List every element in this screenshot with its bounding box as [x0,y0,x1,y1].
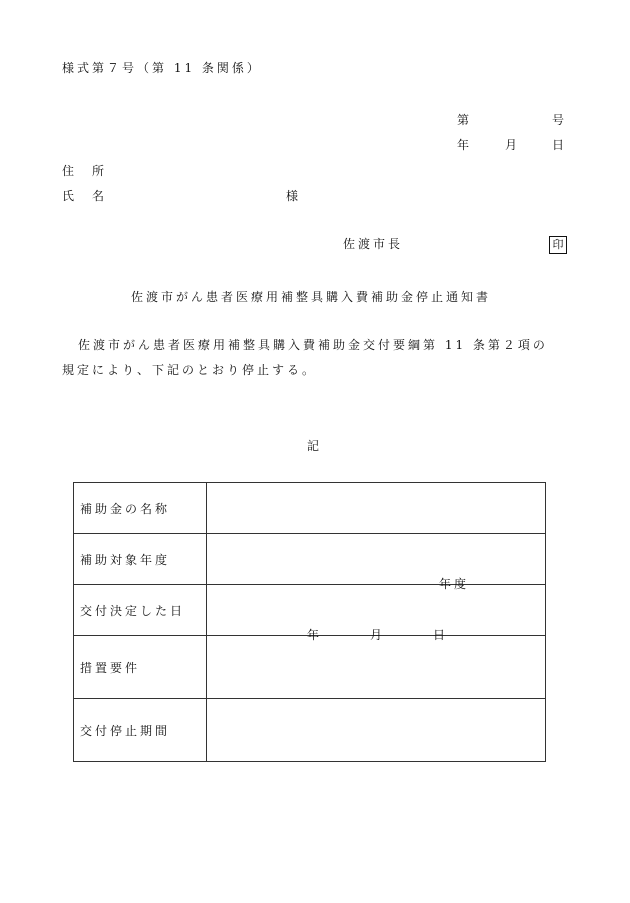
row-label: 補助金の名称 [74,483,207,534]
honorific: 様 [286,189,302,203]
decision-year: 年 [307,628,323,642]
body-line-1: 佐渡市がん患者医療用補整具購入費補助金交付要綱第 11 条第２項の [78,338,548,352]
ki-heading: 記 [307,439,323,453]
doc-number-prefix: 第 [457,113,473,127]
address-label: 住 所 [62,164,108,178]
row-value [207,585,546,642]
seal-mark: 印 [549,236,567,254]
date-month: 月 [505,138,521,152]
date-day: 日 [552,138,568,152]
decision-month: 月 [370,628,386,642]
body-line-2: 規定により、下記のとおり停止する。 [62,363,318,377]
row-label: 交付停止期間 [74,699,207,762]
row-label: 交付決定した日 [74,585,207,636]
name-label: 氏 名 [62,189,108,203]
row-label: 措置要件 [74,636,207,699]
row-value [207,636,546,699]
date-year: 年 [457,138,473,152]
issuer-title: 佐渡市長 [343,237,404,251]
table-row [74,483,546,534]
table-row [74,636,546,699]
doc-number-suffix: 号 [552,113,568,127]
details-table [73,482,546,762]
form-number: 様式第７号（第 11 条関係） [62,61,262,75]
table-row [74,534,546,585]
fiscal-year-suffix: 年度 [439,577,470,591]
row-value [207,483,546,534]
row-value [207,534,546,591]
table-row [74,699,546,762]
decision-day: 日 [433,628,449,642]
row-label: 補助対象年度 [74,534,207,585]
row-value [207,699,546,762]
table-row [74,585,546,636]
document-title: 佐渡市がん患者医療用補整具購入費補助金停止通知書 [131,290,492,304]
